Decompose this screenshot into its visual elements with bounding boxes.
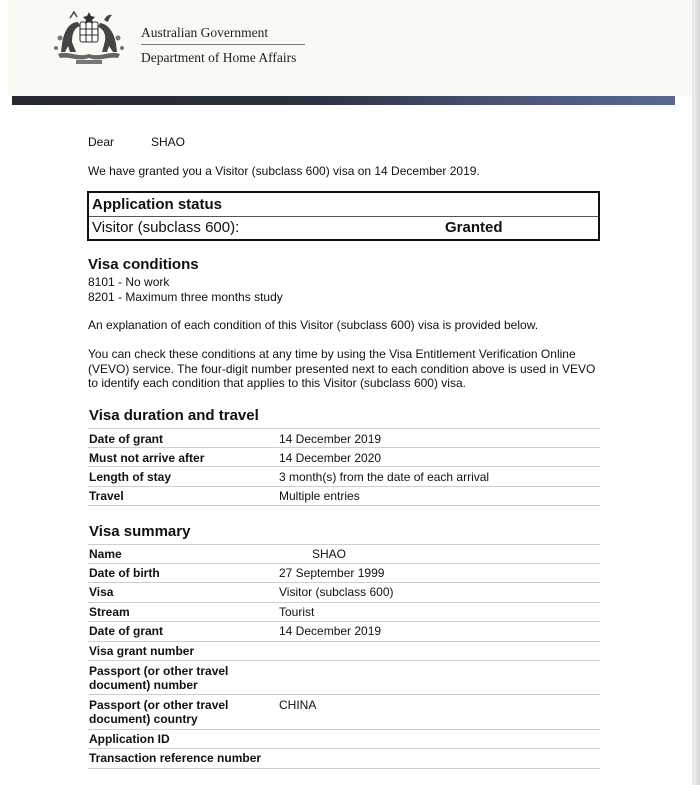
row-label: Date of grant: [89, 624, 164, 638]
row-label: Passport (or other travel document) country: [89, 698, 229, 726]
vevo-paragraph: You can check these conditions at any time by using the Visa Entitlement Verification Online (VEVO) service. The four-digit number presented next to each condition above is used in VEVO to identify each condition that applies to this Visitor (subclass 600) visa.: [88, 347, 596, 390]
row-label: Application ID: [89, 732, 170, 746]
table-row: [88, 487, 600, 506]
application-status-title: Application status: [92, 196, 223, 213]
government-name: Australian Government: [141, 25, 269, 40]
status-divider: [89, 216, 598, 217]
condition-item: 8101 - No work: [88, 275, 170, 289]
row-label: Stream: [89, 605, 130, 619]
row-label: Passport (or other travel document) number: [89, 664, 229, 692]
row-value: 14 December 2020: [279, 451, 382, 465]
greeting: Dear: [88, 135, 115, 149]
table-row: [88, 448, 600, 467]
condition-item: 8201 - Maximum three months study: [88, 290, 283, 304]
row-value: 27 September 1999: [279, 566, 385, 580]
row-value: SHAO: [312, 547, 347, 561]
table-row: [88, 730, 600, 749]
table-row: [88, 564, 600, 583]
table-row: [88, 544, 600, 564]
duration-travel-title: Visa duration and travel: [89, 407, 259, 424]
page-edge: [694, 0, 700, 785]
row-label: Travel: [89, 489, 124, 503]
status-value: Granted: [445, 219, 503, 236]
status-visa-label: Visitor (subclass 600):: [92, 219, 240, 236]
table-row: [88, 467, 600, 487]
table-row: [88, 661, 600, 695]
letterhead: [8, 0, 692, 96]
recipient-name: SHAO: [151, 135, 186, 149]
row-label: Transaction reference number: [89, 751, 262, 765]
header-band: [12, 96, 675, 105]
table-row: [88, 603, 600, 622]
table-row: [88, 622, 600, 642]
table-row: [88, 428, 600, 448]
row-label: Date of grant: [89, 432, 164, 446]
department-name: Department of Home Affairs: [141, 50, 297, 65]
row-label: Length of stay: [89, 470, 172, 484]
salutation: [88, 135, 185, 149]
row-label: Must not arrive after: [89, 451, 205, 465]
table-row: [88, 642, 600, 661]
row-label: Name: [89, 547, 122, 561]
row-value: Tourist: [279, 605, 315, 619]
row-value: 3 month(s) from the date of each arrival: [279, 470, 490, 484]
row-value: Visitor (subclass 600): [279, 585, 394, 599]
application-status-box: [87, 191, 600, 241]
visa-conditions-title: Visa conditions: [88, 256, 199, 273]
visa-summary-title: Visa summary: [89, 523, 191, 540]
row-label: Visa: [89, 585, 114, 599]
table-row: [88, 749, 600, 769]
row-value: Multiple entries: [279, 489, 360, 503]
row-value: 14 December 2019: [279, 432, 382, 446]
row-value: 14 December 2019: [279, 624, 382, 638]
table-row: [88, 695, 600, 730]
table-row: [88, 583, 600, 603]
row-value: CHINA: [279, 698, 317, 712]
row-label: Date of birth: [89, 566, 160, 580]
visa-summary-table: [88, 544, 600, 769]
row-label: Visa grant number: [89, 644, 195, 658]
duration-travel-table: [88, 428, 600, 506]
conditions-explanation: An explanation of each condition of this Visitor (subclass 600) visa is provided below.: [88, 318, 539, 332]
grant-statement: We have granted you a Visitor (subclass 600) visa on 14 December 2019.: [88, 164, 480, 178]
header-divider: [141, 44, 305, 45]
coat-of-arms-icon: [52, 8, 126, 66]
